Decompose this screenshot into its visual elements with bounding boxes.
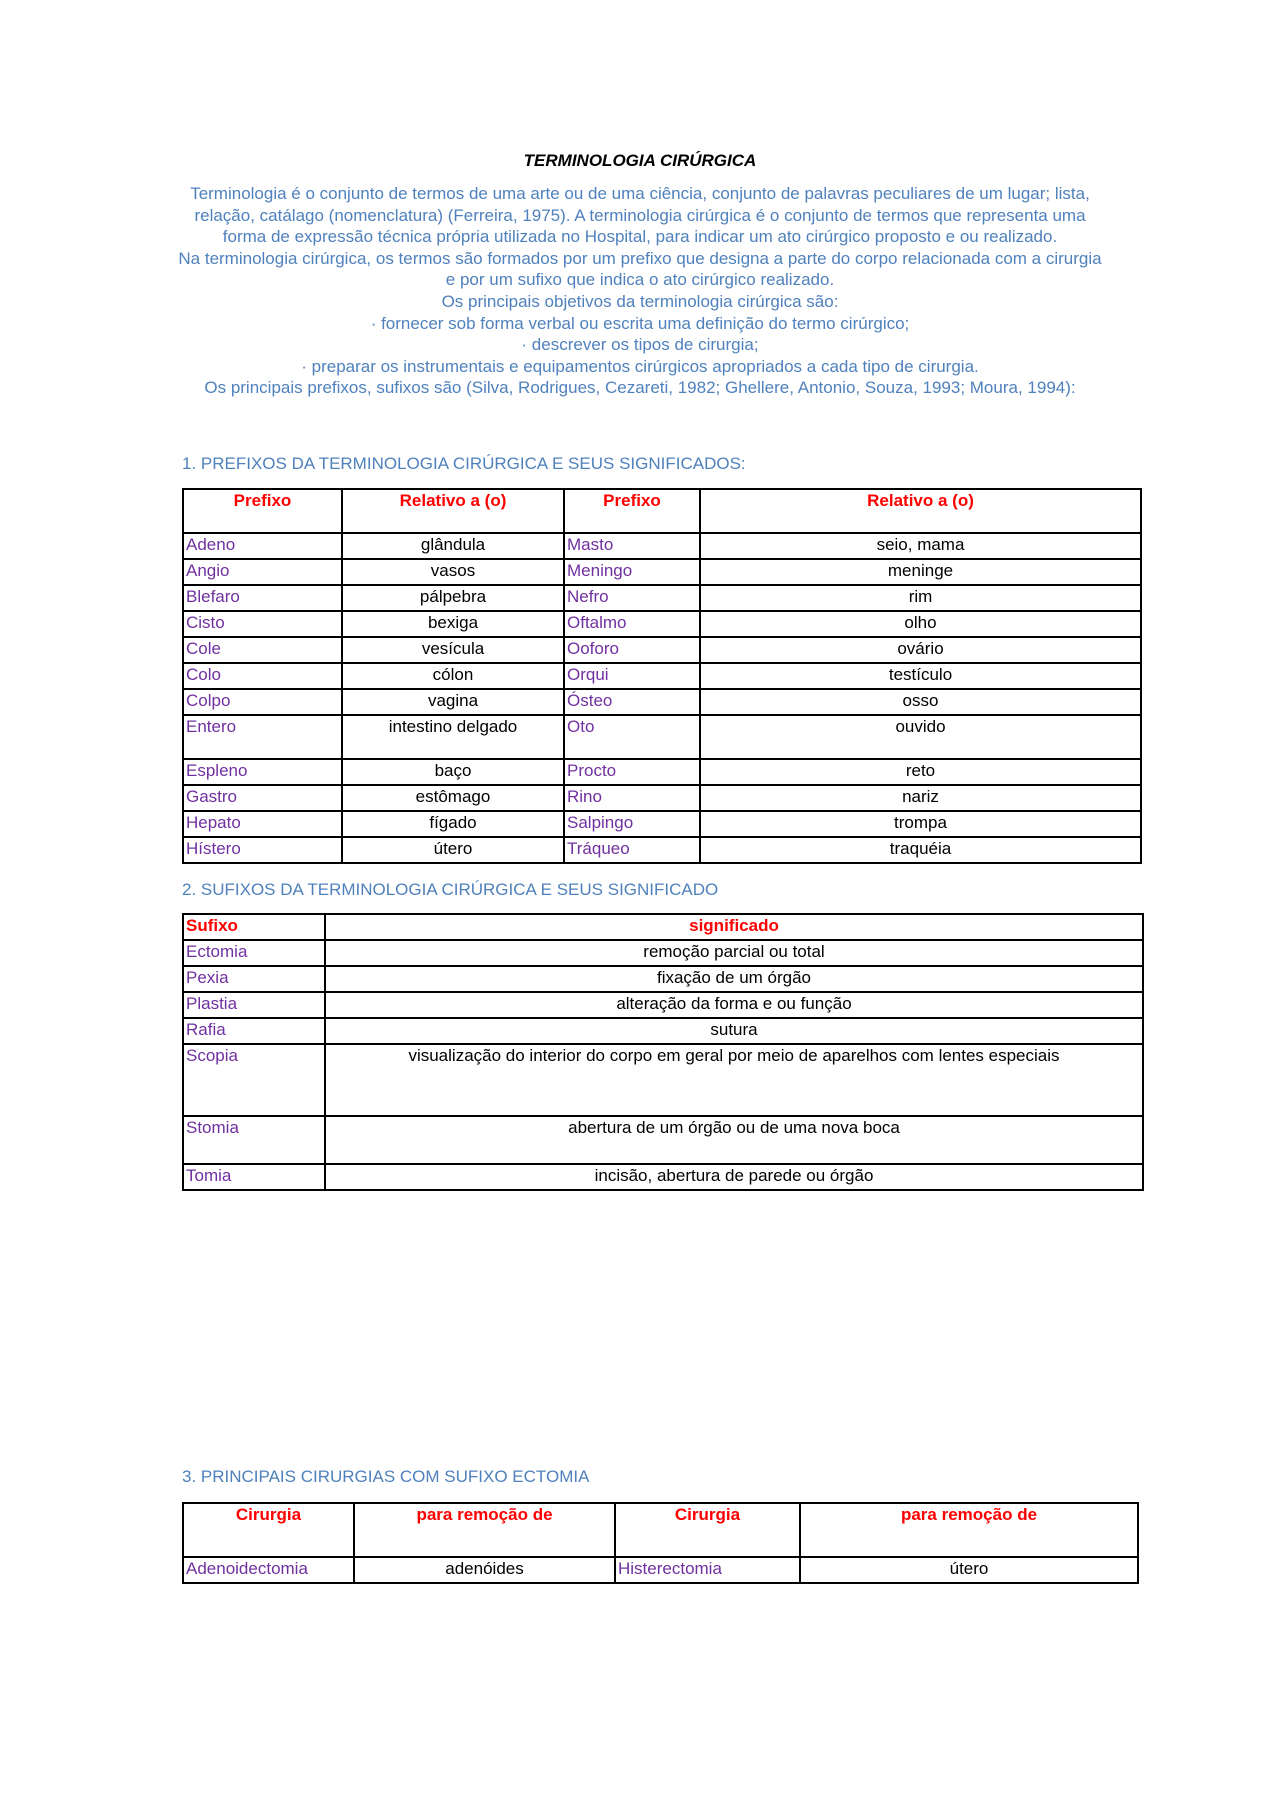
suffix-cell: Scopia	[183, 1044, 325, 1116]
prefix-cell: Masto	[564, 533, 700, 559]
meaning-cell: olho	[700, 611, 1141, 637]
column-header: Relativo a (o)	[342, 489, 564, 533]
section-heading-prefixos: 1. PREFIXOS DA TERMINOLOGIA CIRÚRGICA E SEUS SIGNIFICADOS:	[182, 454, 746, 473]
prefix-cell: Hepato	[183, 811, 342, 837]
column-header: Relativo a (o)	[700, 489, 1141, 533]
table-row	[183, 966, 1143, 992]
prefix-cell: Tráqueo	[564, 837, 700, 863]
page-title: TERMINOLOGIA CIRÚRGICA	[523, 151, 757, 170]
suffix-cell: Plastia	[183, 992, 325, 1018]
meaning-cell: osso	[700, 689, 1141, 715]
suffix-cell: Tomia	[183, 1164, 325, 1190]
meaning-cell: bexiga	[342, 611, 564, 637]
meaning-cell: reto	[700, 759, 1141, 785]
meaning-cell: seio, mama	[700, 533, 1141, 559]
intro-paragraph: Os principais prefixos, sufixos são (Silva, Rodrigues, Cezareti, 1982; Ghellere, Antonio, Souza, 1993; Moura, 1994):	[204, 378, 1076, 398]
section-heading-sufixos: 2. SUFIXOS DA TERMINOLOGIA CIRÚRGICA E SEUS SIGNIFICADO	[182, 880, 719, 899]
meaning-cell: abertura de um órgão ou de uma nova boca	[325, 1116, 1143, 1164]
surgery-cell: Histerectomia	[615, 1557, 800, 1583]
meaning-cell: intestino delgado	[342, 715, 564, 759]
table-row	[183, 663, 1141, 689]
meaning-cell: testículo	[700, 663, 1141, 689]
table-header-row	[183, 914, 1143, 940]
column-header: Cirurgia	[615, 1503, 800, 1557]
meaning-cell: ovário	[700, 637, 1141, 663]
intro-paragraph: Os principais objetivos da terminologia cirúrgica são:	[441, 291, 839, 311]
prefix-cell: Ósteo	[564, 689, 700, 715]
table-row	[183, 637, 1141, 663]
meaning-cell: pálpebra	[342, 585, 564, 611]
meaning-cell: baço	[342, 759, 564, 785]
intro-text	[175, 183, 1105, 399]
table-row	[183, 811, 1141, 837]
table-row	[183, 940, 1143, 966]
meaning-cell: ouvido	[700, 715, 1141, 759]
column-header: Prefixo	[183, 489, 342, 533]
table-row	[183, 1164, 1143, 1190]
prefix-cell: Cole	[183, 637, 342, 663]
meaning-cell: glândula	[342, 533, 564, 559]
meaning-cell: alteração da forma e ou função	[325, 992, 1143, 1018]
meaning-cell: fixação de um órgão	[325, 966, 1143, 992]
table-row	[183, 533, 1141, 559]
table-row	[183, 1018, 1143, 1044]
meaning-cell: trompa	[700, 811, 1141, 837]
table-row	[183, 715, 1141, 759]
column-header: significado	[325, 914, 1143, 940]
column-header: para remoção de	[800, 1503, 1138, 1557]
table-row	[183, 611, 1141, 637]
table-row	[183, 992, 1143, 1018]
prefixos-table	[182, 488, 1142, 864]
prefix-cell: Salpingo	[564, 811, 700, 837]
prefix-cell: Gastro	[183, 785, 342, 811]
meaning-cell: incisão, abertura de parede ou órgão	[325, 1164, 1143, 1190]
meaning-cell: estômago	[342, 785, 564, 811]
section-heading-ectomia: 3. PRINCIPAIS CIRURGIAS COM SUFIXO ECTOMIA	[182, 1467, 590, 1486]
table-row	[183, 585, 1141, 611]
intro-paragraph: · fornecer sob forma verbal ou escrita uma definição do termo cirúrgico;	[370, 313, 910, 333]
prefix-cell: Procto	[564, 759, 700, 785]
table-header-row	[183, 1503, 1138, 1557]
prefix-cell: Colo	[183, 663, 342, 689]
prefix-cell: Rino	[564, 785, 700, 811]
meaning-cell: meninge	[700, 559, 1141, 585]
table-row	[183, 759, 1141, 785]
surgery-cell: Adenoidectomia	[183, 1557, 354, 1583]
intro-paragraph: · preparar os instrumentais e equipamentos cirúrgicos apropriados a cada tipo de cirurgia.	[301, 356, 979, 376]
prefix-cell: Ooforo	[564, 637, 700, 663]
meaning-cell: traquéia	[700, 837, 1141, 863]
prefix-cell: Oftalmo	[564, 611, 700, 637]
suffix-cell: Rafia	[183, 1018, 325, 1044]
suffix-cell: Pexia	[183, 966, 325, 992]
column-header: Prefixo	[564, 489, 700, 533]
meaning-cell: cólon	[342, 663, 564, 689]
prefix-cell: Espleno	[183, 759, 342, 785]
meaning-cell: sutura	[325, 1018, 1143, 1044]
meaning-cell: vagina	[342, 689, 564, 715]
meaning-cell: visualização do interior do corpo em geral por meio de aparelhos com lentes especiais	[325, 1044, 1143, 1116]
table-row	[183, 1557, 1138, 1583]
prefix-cell: Cisto	[183, 611, 342, 637]
prefix-cell: Entero	[183, 715, 342, 759]
table-row	[183, 689, 1141, 715]
meaning-cell: vasos	[342, 559, 564, 585]
table-row	[183, 1116, 1143, 1164]
meaning-cell: rim	[700, 585, 1141, 611]
suffix-cell: Stomia	[183, 1116, 325, 1164]
prefix-cell: Nefro	[564, 585, 700, 611]
table-row	[183, 559, 1141, 585]
column-header: Cirurgia	[183, 1503, 354, 1557]
table-row	[183, 1044, 1143, 1116]
meaning-cell: nariz	[700, 785, 1141, 811]
prefix-cell: Blefaro	[183, 585, 342, 611]
ectomia-table	[182, 1502, 1139, 1584]
prefix-cell: Colpo	[183, 689, 342, 715]
prefix-cell: Orqui	[564, 663, 700, 689]
column-header: Sufixo	[183, 914, 325, 940]
table-row	[183, 785, 1141, 811]
table-header-row	[183, 489, 1141, 533]
meaning-cell: vesícula	[342, 637, 564, 663]
prefix-cell: Oto	[564, 715, 700, 759]
table-row	[183, 837, 1141, 863]
intro-paragraph: · descrever os tipos de cirurgia;	[521, 335, 759, 355]
prefix-cell: Angio	[183, 559, 342, 585]
prefix-cell: Adeno	[183, 533, 342, 559]
sufixos-table	[182, 913, 1144, 1191]
meaning-cell: útero	[342, 837, 564, 863]
meaning-cell: fígado	[342, 811, 564, 837]
prefix-cell: Meningo	[564, 559, 700, 585]
suffix-cell: Ectomia	[183, 940, 325, 966]
prefix-cell: Hístero	[183, 837, 342, 863]
intro-paragraph: Na terminologia cirúrgica, os termos são formados por um prefixo que designa a parte do corpo relacionada com a cirurgia e por um sufixo que indica o ato cirúrgico realizado.	[178, 248, 1102, 290]
removal-cell: útero	[800, 1557, 1138, 1583]
meaning-cell: remoção parcial ou total	[325, 940, 1143, 966]
removal-cell: adenóides	[354, 1557, 615, 1583]
intro-paragraph: Terminologia é o conjunto de termos de uma arte ou de uma ciência, conjunto de palavras peculiares de um lugar; lista, relação, catálago (nomenclatura) (Ferreira, 1975). A terminologia cirúrgica é o conjunto de termos que representa uma forma de expressão técnica própria utilizada no Hospital, para indicar um ato cirúrgico proposto e ou realizado.	[190, 184, 1090, 247]
column-header: para remoção de	[354, 1503, 615, 1557]
